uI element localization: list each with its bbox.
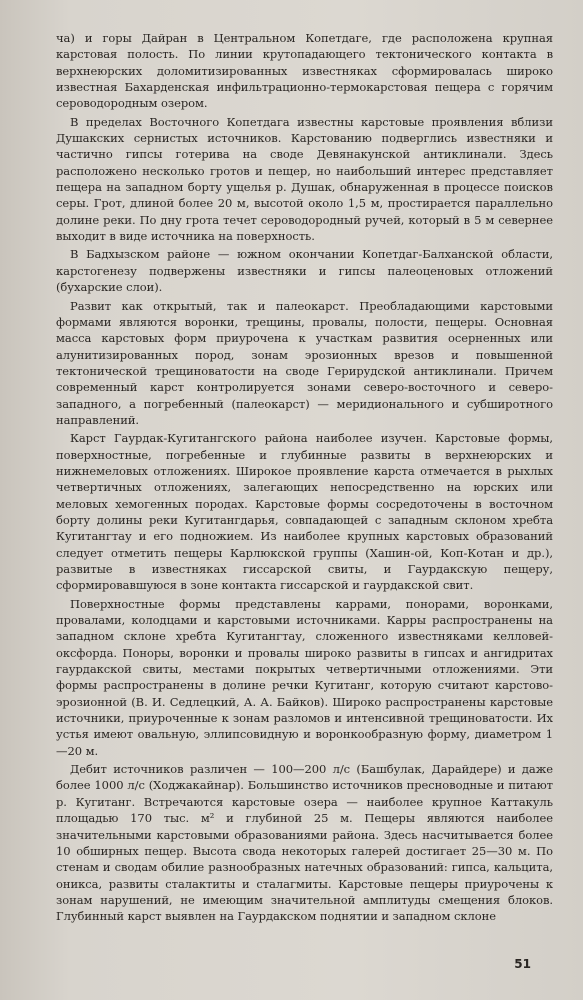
- page-number: 51: [514, 957, 531, 971]
- paragraph-7: Дебит источников различен — 100—200 л/с (Башбулак, Дарайдере) и даже более 1000 л/с (Ходжакайнар). Большинство источников пресноводные и питают р. Кугитанг. Встречаются карстовые озера — наиболее крупное Каттакуль площадью 170 тыс. м² и глубиной 25 м. Пещеры являются наиболее значительными карстовыми образованиями района. Здесь насчитывается более 10 обширных пещер. Высота свода некоторых галерей достигает 25—30 м. По стенам и сводам обилие разнообразных натечных образований: гипса, кальцита, оникса, развиты сталактиты и сталагмиты. Карстовые пещеры приурочены к зонам нарушений, не имеющим значительной амплитуды смещения блоков. Глубинный карст выявлен на Гаурдакском поднятии и западном склоне: [56, 762, 553, 924]
- paragraph-3: В Бадхызском районе — южном окончании Копетдаг-Балханской области, карстогенезу подвержены известняки и гипсы палеоценовых отложений (бухарские слои).: [56, 247, 553, 295]
- main-text: [56, 30, 553, 925]
- paragraph-5: Карст Гаурдак-Кугитангского района наиболее изучен. Карстовые формы, поверхностные, погребенные и глубинные развиты в верхнеюрских и нижнемеловых отложениях. Широкое проявление карста отмечается в рыхлых четвертичных отложениях, залегающих непосредственно на юрских или меловых хемогенных породах. Карстовые формы сосредоточены в восточном борту долины реки Кугитангдарья, совпадающей с западным склоном хребта Кугитангтау и его подножием. Из наиболее крупных карстовых образований следует отметить пещеры Карлюкской группы (Хашин-ой, Коп-Котан и др.), развитые в известняках гиссарской свиты, и Гаурдакскую пещеру, сформировавшуюся в зоне контакта гиссарской и гаурдакской свит.: [56, 431, 553, 593]
- paragraph-4: Развит как открытый, так и палеокарст. Преобладающими карстовыми формами являются воронки, трещины, провалы, полости, пещеры. Основная масса карстовых форм приурочена к участкам развития осерненных или алунитизированных пород, зонам эрозионных врезов и повышенной тектонической трещиноватости на своде Герирудской антиклинали. Причем современный карст контролируется зонами северо-восточного и северо-западного, а погребенный (палеокарст) — меридионального и субширотного направлений.: [56, 298, 553, 427]
- paragraph-2: В пределах Восточного Копетдага известны карстовые проявления вблизи Душакских сернистых источников. Карстованию подверглись известняки и частично гипсы готерива на своде Девянакунской антиклинали. Здесь расположено несколько гротов и пещер, но наибольший интерес представляет пещера на западном борту ущелья р. Душак, обнаруженная в процессе поисков серы. Грот, длиной более 20 м, высотой около 1,5 м, простирается параллельно долине реки. По дну грота течет сероводородный ручей, который в 5 м севернее выходит в виде источника на поверхность.: [56, 114, 553, 244]
- paragraph-1: ча) и горы Дайран в Центральном Копетдаге, где расположена крупная карстовая полость. По линии крутопадающего тектонического контакта в верхнеюрских доломитизированных известняках сформировалась широко известная Бахарденская инфильтрационно-термокарстовая пещера с горячим сероводородным озером.: [56, 31, 553, 111]
- paragraph-6: Поверхностные формы представлены каррами, понорами, воронками, провалами, колодцами и карстовыми источниками. Карры распространены на западном склоне хребта Кугитангтау, сложенного известняками келловей-оксфорда. Поноры, воронки и провалы широко развиты в гипсах и ангидритах гаурдакской свиты, местами покрытых четвертичными отложениями. Эти формы распространены в долине речки Кугитанг, которую считают карстово-эрозионной (В. И. Седлецкий, А. А. Байков). Широко распространены карстовые источники, приуроченные к зонам разломов и интенсивной трещиноватости. Их устья имеют овальную, эллипсовидную и воронкообразную форму, диаметром 1—20 м.: [56, 596, 553, 758]
